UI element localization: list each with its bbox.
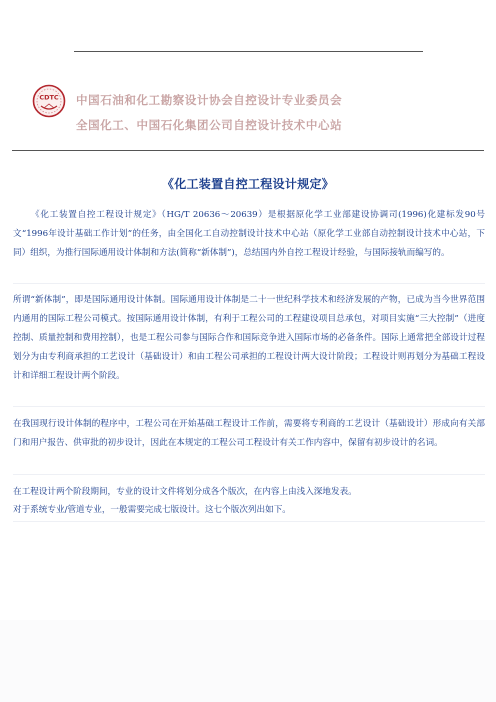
- org-name-line-2: 全国化工、中国石化集团公司自控设计技术中心站: [76, 118, 343, 132]
- paragraph-seven-versions: 对于系统专业/管道专业，一般需要完成七版设计。这七个版次列出如下。: [13, 505, 291, 515]
- paragraph-separator: [13, 521, 485, 522]
- top-divider: [74, 51, 423, 52]
- paragraph-new-system: 所谓“新体制”，即是国际通用设计体制。国际通用设计体制是二十一世纪科学技术和经济发展的产物，已成为当今世界范围内通用的国际工程公司模式。按国际通用设计体制，有利于工程公司的工程建设项目总承包，对项目实施“三大控制”（进度控制、质量控制和费用控制），也是工程公司参与国际合作和国际竞争进入国际市场的必备条件。国际上通常把全部设计过程划分为由专利商承担的工艺设计（基础设计）和由工程公司承担的工程设计两大设计阶段；工程设计则再划分为基础工程设计和详细工程设计两个阶段。: [13, 295, 485, 381]
- paragraph-separator: [13, 406, 485, 407]
- cdtc-logo-icon: [32, 84, 66, 118]
- document-title: 《化工装置自控工程设计规定》: [161, 177, 335, 191]
- logo-text: CDTC: [39, 93, 59, 102]
- paragraph-intro: 《化工装置自控工程设计规定》（HG/T 20636～20639）是根据原化学工业部建设协调司(1996)化建标发90号文“1996年设计基础工作计划”的任务，由全国化工自动控制设计技术中心站（原化学工业部自动控制设计技术中心站，下同）组织，为推行国际通用设计体制和方法(简称“新体制”)，总结国内外自控工程设计经验，与国际接轨而编写的。: [13, 210, 485, 258]
- org-name-line-1: 中国石油和化工勘察设计协会自控设计专业委员会: [76, 93, 343, 107]
- paragraph-separator: [13, 283, 485, 284]
- paragraph-design-stages: 在工程设计两个阶段期间，专业的设计文件将划分成各个版次，在内容上由浅入深地发表。: [13, 487, 357, 497]
- page-footer-area: [0, 620, 496, 702]
- paragraph-separator: [13, 474, 485, 475]
- letterhead: [28, 84, 478, 140]
- header-divider: [12, 150, 484, 151]
- paragraph-current-system: 在我国现行设计体制的程序中，工程公司在开始基础工程设计工作前，需要将专利商的工艺设计（基础设计）形成向有关部门和用户报告、供审批的初步设计，因此在本规定的工程公司工程设计有关工作内容中，保留有初步设计的名词。: [13, 419, 485, 448]
